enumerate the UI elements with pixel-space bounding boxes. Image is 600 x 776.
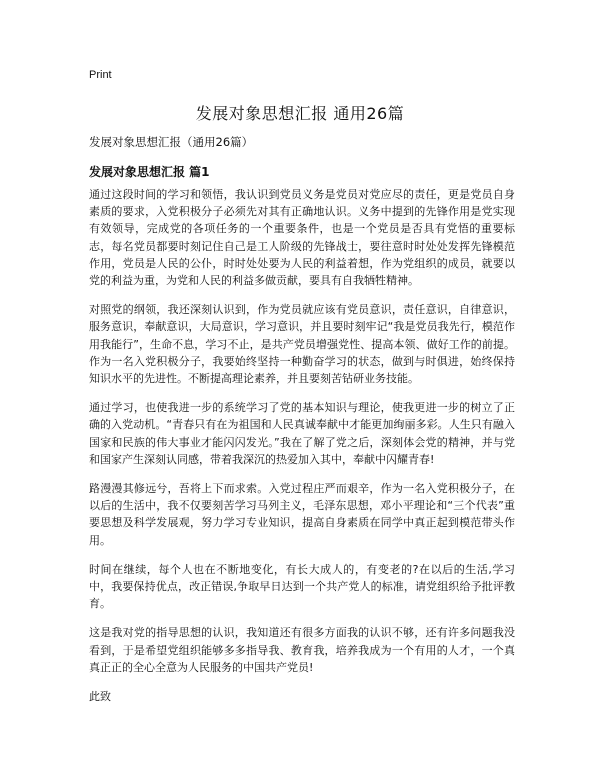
paragraph-4: 路漫漫其修远兮，吾将上下而求索。入党过程庄严而艰辛，作为一名入党积极分子，在以后的生活中，我不仅要刻苦学习马列主义，毛泽东思想，邓小平理论和“三个代表”重要思想及科学发展观，努力学习专业知识，提高自身素质在同学中真正起到模范带头作用。 bbox=[89, 482, 515, 547]
paragraph-5: 时间在继续，每个人也在不断地变化，有长大成人的，有变老的?在以后的生活,学习中，我要保持优点，改正错误,争取早日达到一个共产党人的标准，请党组织给予批评教育。 bbox=[89, 562, 515, 611]
paragraph-6: 这是我对党的指导思想的认识，我知道还有很多方面我的认识不够，还有许多问题我没看到，于是希望党组织能够多多指导我、教育我，培养我成为一个有用的人才，一个真真正正的全心全意为人民服务的中国共产党员! bbox=[89, 626, 515, 674]
section-heading: 发展对象思想汇报 篇1 bbox=[89, 165, 210, 179]
page-title: 发展对象思想汇报 通用26篇 bbox=[195, 104, 405, 123]
paragraph-3: 通过学习，也使我进一步的系统学习了党的基本知识与理论，使我更进一步的树立了正确的入党动机。“青春只有在为祖国和人民真诚奉献中才能更加绚丽多彩。人生只有融入国家和民族的伟大事业才能闪闪发光。”我在了解了党之后，深刻体会党的精神，并与党和国家产生深刻认同感，带着我深沉的热爱加入其中，奉献中闪耀青春! bbox=[89, 401, 515, 466]
print-link[interactable]: Print bbox=[89, 69, 112, 81]
document-subtitle: 发展对象思想汇报（通用26篇） bbox=[89, 135, 254, 149]
closing-salutation: 此致 bbox=[89, 690, 111, 704]
paragraph-2: 对照党的纲领，我还深刻认识到，作为党员就应该有党员意识，责任意识，自律意识，服务意识，奉献意识，大局意识，学习意识，并且要时刻牢记“我是党员我先行，模范作用我能行”，生命不息，学习不止，是共产党员增强党性、提高本领、做好工作的前提。作为一名入党积极分子，我要始终坚持一种勤奋学习的状态，做到与时俱进，始终保持知识水平的先进性。不断提高理论素养，并且要刻苦钻研业务技能。 bbox=[89, 303, 515, 386]
document-body bbox=[89, 186, 515, 705]
paragraph-1: 通过这段时间的学习和领悟，我认识到党员义务是党员对党应尽的责任，更是党员自身素质的要求，入党积极分子必须先对其有正确地认识。义务中提到的先锋作用是党实现有效领导，完成党的各项任务的一个重要条件，也是一个党员是否具有党悟的重要标志，每名党员都要时刻记住自己是工人阶级的先锋战士，要往意时时处处发挥先锋模范作用，党员是人民的公仆，时时处处要为人民的利益着想，作为党组织的成员，就要以党的利益为重，为党和人民的利益多做贡献，要具有自我牺牲精神。 bbox=[89, 188, 515, 288]
